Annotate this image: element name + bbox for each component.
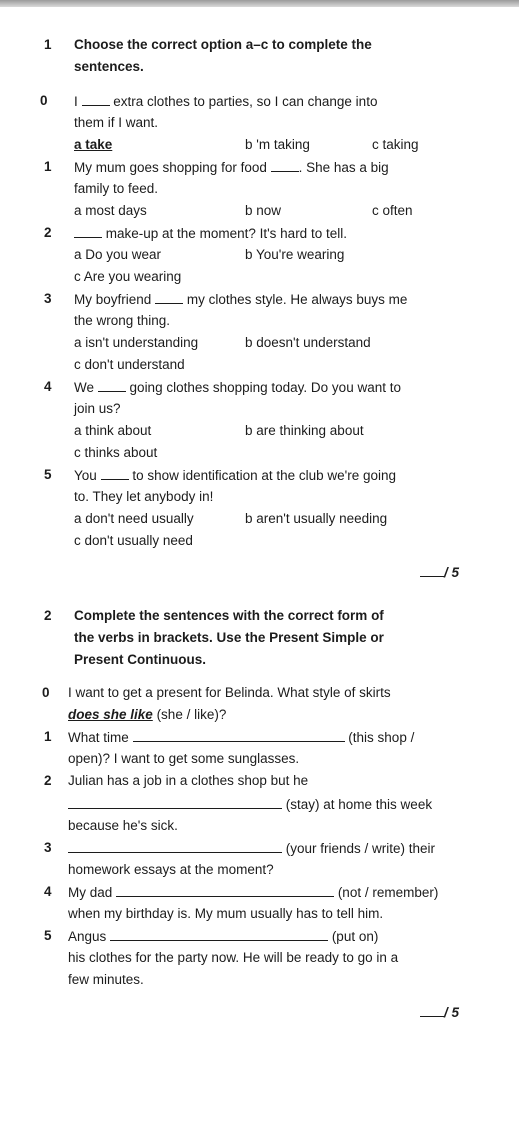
- question-line: the wrong thing.: [74, 313, 171, 328]
- option-b: b You're wearing: [245, 247, 345, 262]
- exercise-number: 1: [44, 37, 52, 52]
- item-number: 2: [44, 225, 52, 240]
- question-line: them if I want.: [74, 115, 159, 130]
- question-line: Angus (put on): [68, 929, 379, 944]
- question-line: his clothes for the party now. He will be ready to go in a: [68, 950, 399, 965]
- question-line: We going clothes shopping today. Do you want to: [74, 380, 401, 395]
- item-number: 0: [42, 685, 50, 700]
- question-line: few minutes.: [68, 972, 144, 987]
- item-number: 0: [40, 93, 48, 108]
- instruction-line: Complete the sentences with the correct form of: [74, 608, 384, 623]
- item-number: 1: [44, 159, 52, 174]
- option-a: a most days: [74, 203, 147, 218]
- question-line: I extra clothes to parties, so I can change into: [74, 94, 378, 109]
- option-c: c thinks about: [74, 445, 158, 460]
- score-box: / 5: [420, 564, 459, 581]
- instruction-line: Present Continuous.: [74, 652, 207, 667]
- item-number: 2: [44, 773, 52, 788]
- option-c: c Are you wearing: [74, 269, 182, 284]
- item-number: 4: [44, 884, 52, 899]
- question-line: My dad (not / remember): [68, 885, 439, 900]
- question-line: family to feed.: [74, 181, 159, 196]
- score-box: / 5: [420, 1004, 459, 1021]
- question-line: My boyfriend my clothes style. He always buys me: [74, 292, 408, 307]
- item-number: 3: [44, 291, 52, 306]
- item-number: 4: [44, 379, 52, 394]
- option-a: a Do you wear: [74, 247, 162, 262]
- question-line: Julian has a job in a clothes shop but he: [68, 773, 309, 788]
- option-b: b are thinking about: [245, 423, 364, 438]
- item-number: 3: [44, 840, 52, 855]
- question-line: You to show identification at the club we're going: [74, 468, 397, 483]
- item-number: 5: [44, 928, 52, 943]
- question-line: I want to get a present for Belinda. What style of skirts: [68, 685, 391, 700]
- option-c: c don't understand: [74, 357, 185, 372]
- option-c: c don't usually need: [74, 533, 193, 548]
- top-edge: [0, 0, 519, 7]
- item-number: 5: [44, 467, 52, 482]
- question-line: make-up at the moment? It's hard to tell.: [74, 225, 347, 242]
- option-c: c taking: [372, 137, 419, 152]
- example-answer: does she like: [68, 707, 153, 722]
- option-b: b now: [245, 203, 282, 218]
- question-line: homework essays at the moment?: [68, 862, 274, 877]
- option-b: b doesn't understand: [245, 335, 371, 350]
- option-a: a think about: [74, 423, 152, 438]
- option-c: c often: [372, 203, 413, 218]
- option-a: a don't need usually: [74, 511, 194, 526]
- instruction-line: the verbs in brackets. Use the Present Simple or: [74, 630, 384, 645]
- option-b: b aren't usually needing: [245, 511, 388, 526]
- exercise-number: 2: [44, 608, 52, 623]
- option-a: a take: [74, 137, 113, 152]
- item-number: 1: [44, 729, 52, 744]
- instruction-line: Choose the correct option a–c to complete the: [74, 37, 372, 52]
- question-line: (your friends / write) their: [68, 840, 435, 857]
- question-line: when my birthday is. My mum usually has to tell him.: [68, 906, 384, 921]
- question-line: to. They let anybody in!: [74, 489, 214, 504]
- question-line: open)? I want to get some sunglasses.: [68, 751, 300, 766]
- option-b: b 'm taking: [245, 137, 310, 152]
- question-line: What time (this shop /: [68, 730, 415, 745]
- instruction-line: sentences.: [74, 59, 144, 74]
- question-line: does she like (she / like)?: [68, 707, 227, 722]
- option-a: a isn't understanding: [74, 335, 199, 350]
- question-line: My mum goes shopping for food . She has a big: [74, 160, 389, 175]
- question-line: because he's sick.: [68, 818, 178, 833]
- question-line: join us?: [74, 401, 121, 416]
- question-line: (stay) at home this week: [68, 796, 432, 813]
